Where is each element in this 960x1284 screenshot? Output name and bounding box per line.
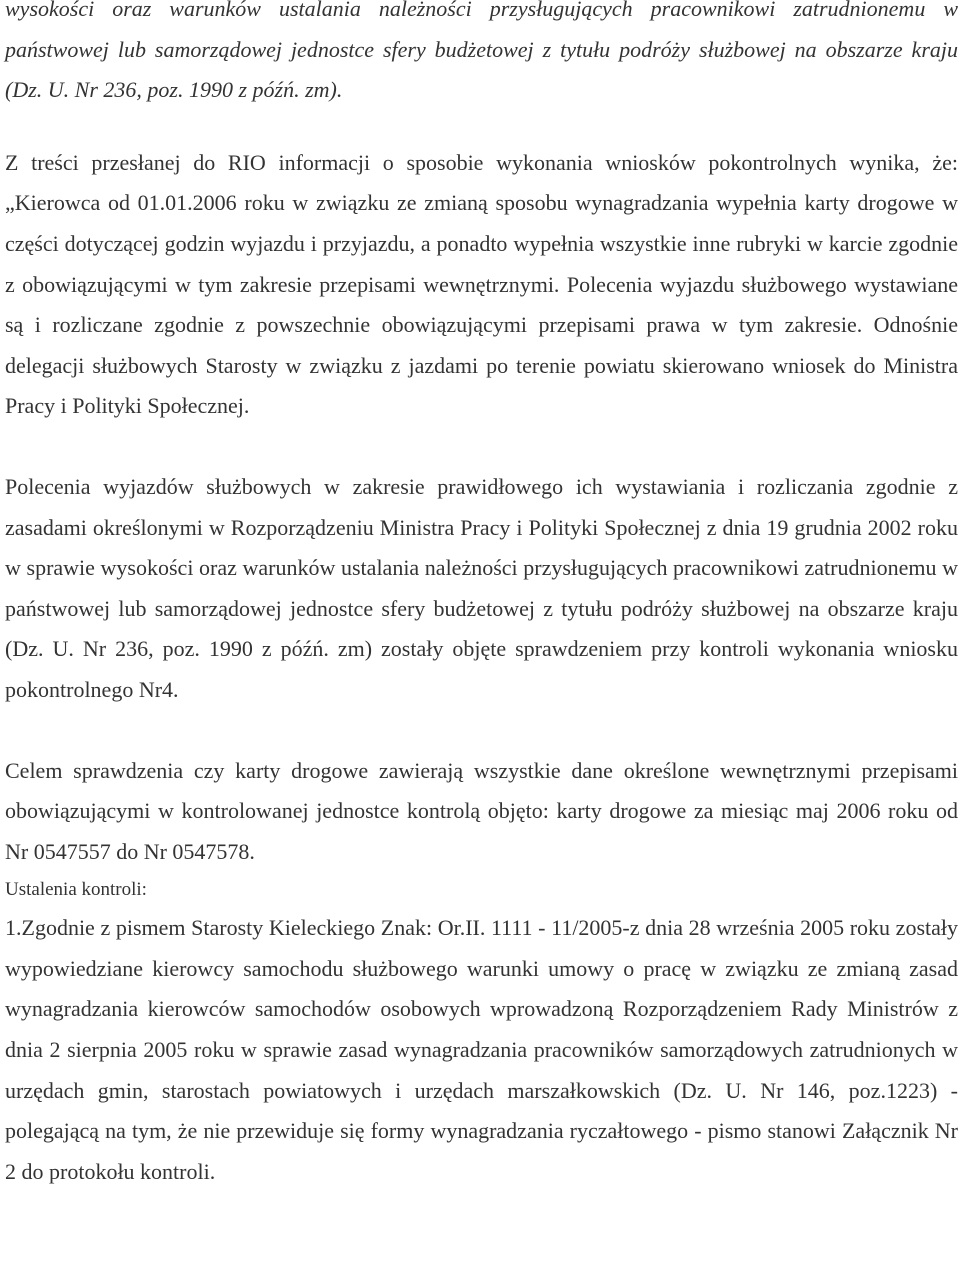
paragraph-business-trip-orders: Polecenia wyjazdów służbowych w zakresie prawidłowego ich wystawiania i rozliczania zgodnie z zasadami określonymi w Rozporządzeniu Ministra Pracy i Polityki Społecznej z dnia 19 grudnia 2002 roku w sprawie wysokości oraz warunków ustalania należności przysługujących pracownikowi zatrudnionemu w państwowej lub samorządowej jednostce sfery budżetowej z tytułu podróży służbowej na obszarze kraju (Dz. U. Nr 236, poz. 1990 z późń. zm) zostały objęte sprawdzeniem przy kontroli wykonania wniosku pokontrolnego Nr4. bbox=[5, 473, 958, 702]
document-page bbox=[5, 0, 958, 1192]
paragraph-road-cards-check: Celem sprawdzenia czy karty drogowe zawierają wszystkie dane określone wewnętrznymi przepisami obowiązującymi w kontrolowanej jednostce kontrolą objęto: karty drogowe za miesiąc maj 2006 roku od Nr 0547557 do Nr 0547578. bbox=[5, 757, 958, 864]
paragraph-rio-information: Z treści przesłanej do RIO informacji o sposobie wykonania wniosków pokontrolnych wynika, że: „Kierowca od 01.01.2006 roku w związku ze zmianą sposobu wynagradzania wypełnia karty drogowe w części dotyczącej godzin wyjazdu i przyjazdu, a ponadto wypełnia wszystkie inne rubryki w karcie zgodnie z obowiązującymi w tym zakresie przepisami wewnętrznymi. Polecenia wyjazdu służbowego wystawiane są i rozliczane zgodnie z powszechnie obowiązującymi przepisami prawa w tym zakresie. Odnośnie delegacji służbowych Starosty w związku z jazdami po terenie powiatu skierowano wniosek do Ministra Pracy i Polityki Społecznej. bbox=[5, 149, 958, 419]
heading-control-findings: Ustalenia kontroli: bbox=[5, 879, 147, 901]
finding-item-1: 1.Zgodnie z pismem Starosty Kieleckiego Znak: Or.II. 1111 - 11/2005-z dnia 28 września 2005 roku zostały wypowiedziane kierowcy samochodu służbowego warunki umowy o pracę w związku ze zmianą zasad wynagradzania kierowców samochodów osobowych wprowadzoną Rozporządzeniem Rady Ministrów z dnia 2 sierpnia 2005 roku w sprawie zasad wynagradzania pracowników samorządowych zatrudnionych w urzędach gmin, starostach powiatowych i urzędach marszałkowskich (Dz. U. Nr 146, poz.1223) - polegającą na tym, że nie przewiduje się formy wynagradzania ryczałtowego - pismo stanowi Załącznik Nr 2 do protokołu kontroli. bbox=[5, 915, 958, 1184]
paragraph-intro: wysokości oraz warunków ustalania należności przysługujących pracownikowi zatrudnionemu w państwowej lub samorządowej jednostce sfery budżetowej z tytułu podróży służbowej na obszarze kraju (Dz. U. Nr 236, poz. 1990 z późń. zm). bbox=[5, 0, 958, 103]
